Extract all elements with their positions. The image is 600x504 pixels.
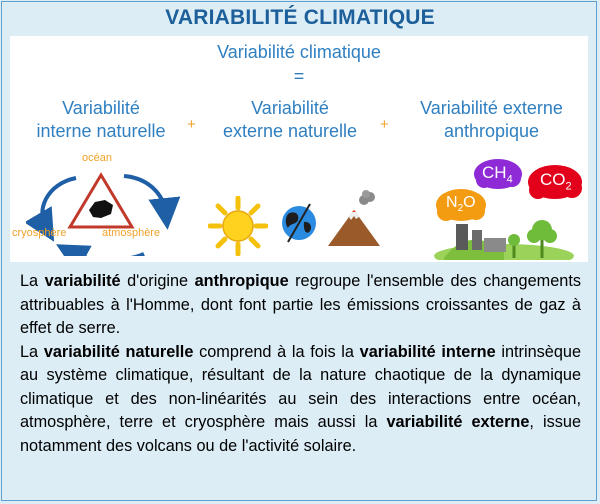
co2-label: $CO_2$ (540, 170, 572, 193)
plus-sign-2: + (380, 116, 389, 133)
cycle-label-atmosphere: atmosphère (102, 227, 161, 239)
earth-icon (276, 200, 322, 246)
ch4-label: $CH_4$ (482, 163, 513, 186)
col-middle-line1: Variabilité (251, 98, 329, 118)
cycle-label-ocean: océan (82, 152, 112, 164)
factory-landscape-icon (424, 154, 586, 260)
diagram-heading: Variabilité climatique (217, 42, 381, 62)
antarctica-triangle-icon (67, 172, 135, 230)
description-text (20, 270, 581, 458)
paragraph-natural: La variabilité naturelle comprend à la fois la variabilité interne intrinsèque au système climatique, résultant de la nature chaotique de la dynamique climatique et des non-linéarités au sein des interactions entre océan, atmosphère, terre et cryosphère mais aussi la variabilité externe, issue notamment des volcans ou de l'activité solaire. (20, 342, 582, 455)
cycle-label-cryosphere: cryosphère (12, 227, 67, 239)
col-right-line2: anthropique (443, 121, 540, 141)
col-left-line1: Variabilité (62, 98, 140, 118)
col-middle-line2: externe naturelle (222, 121, 358, 141)
n2o-label: $N_2O$ (446, 194, 476, 215)
diagram-panel (10, 36, 588, 262)
sun-icon (208, 196, 268, 256)
col-left-line2: interne naturelle (36, 121, 166, 141)
paragraph-anthropic: La variabilité d'origine anthropique regroupe l'ensemble des changements attribuables à l'Homme, dont font partie les émissions croissantes de gaz à effet de serre. (20, 272, 581, 337)
col-right-line1: Variabilité externe (420, 98, 563, 118)
plus-sign-1: + (187, 116, 196, 133)
volcano-icon (326, 190, 382, 248)
page-title: VARIABILITÉ CLIMATIQUE (165, 6, 435, 29)
equals-sign: = (293, 66, 305, 86)
